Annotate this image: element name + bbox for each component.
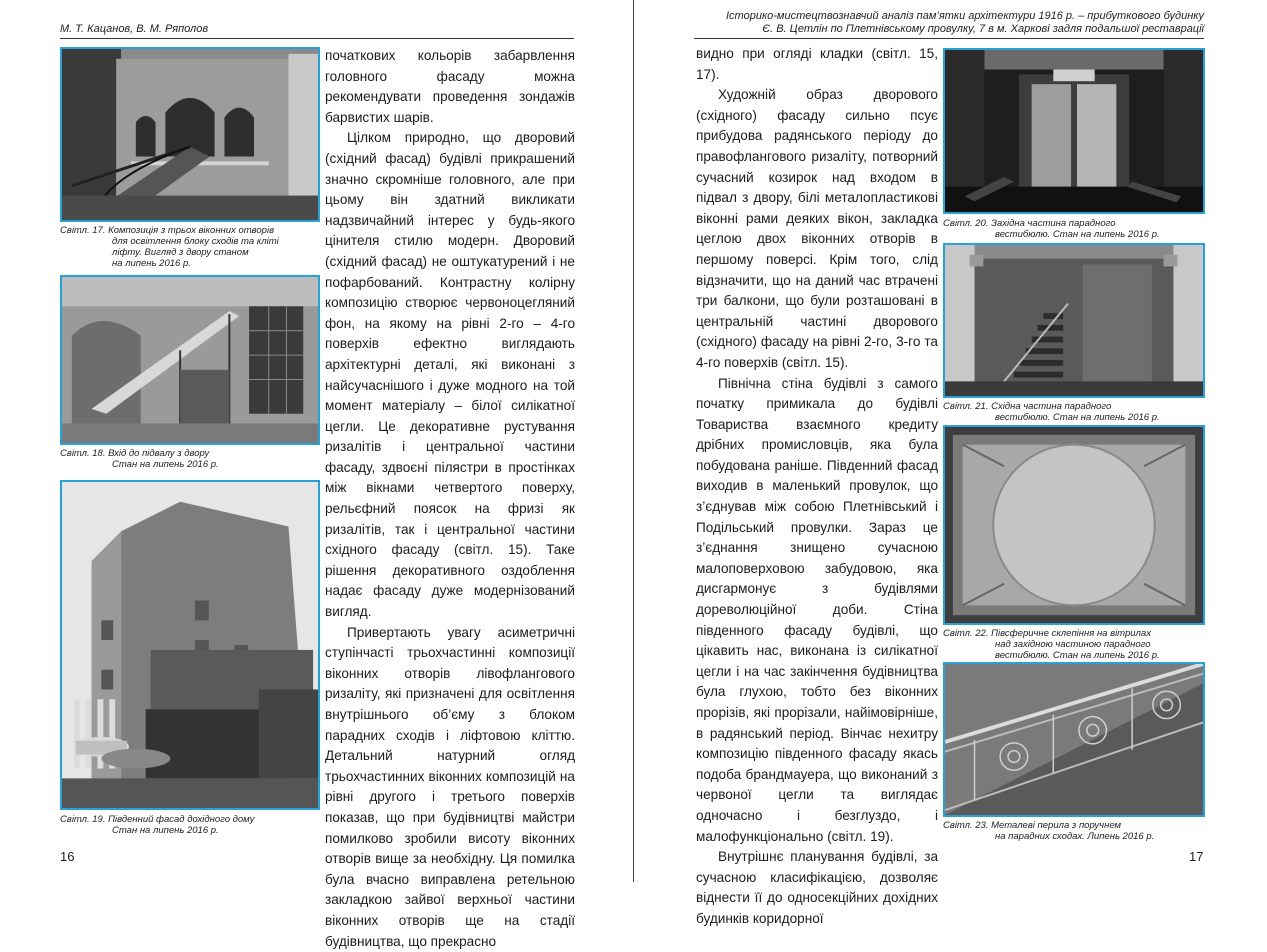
basement-entrance-image <box>62 277 318 443</box>
figure-18-caption <box>60 448 322 470</box>
right-header-line-2: Є. В. Цетлін по Плетнівському провулку, 7 в м. Харкові задля подальшої реставрації <box>762 23 1204 35</box>
figure-19-caption <box>60 814 322 836</box>
caption-line: Світл. 17. Композиція з трьох віконних отворів <box>60 225 275 236</box>
figure-22-caption <box>943 628 1207 661</box>
caption-line: на парадних сходах. Липень 2016 р. <box>995 831 1155 842</box>
page-number-right: 17 <box>1189 849 1204 864</box>
caption-line: Світл. 18. Вхід до підвалу з двору <box>60 448 210 459</box>
caption-line: над західною частиною парадного <box>995 639 1151 650</box>
caption-line: ліфту. Вигляд з двору станом <box>112 247 249 258</box>
figure-19-photo <box>60 480 320 810</box>
west-vestibule-image <box>945 50 1203 212</box>
caption-line: на липень 2016 р. <box>112 258 191 269</box>
right-header-rule <box>694 38 1204 39</box>
figure-21-caption <box>943 401 1207 423</box>
caption-line: Світл. 20. Західна частина парадного <box>943 218 1116 229</box>
paragraph: Привертають увагу асиметричні ступінчасті трьохчастинні композиції віконних отворів лівофлангового ризаліту, які призначені для освітлення внутрішнього об’єму з блоком парадних сходів і ліфтовою кліттю. Детальний натурний огляд трьохчастинних віконних композицій на рівні другого і третього поверхів показав, що при будівництві майстри помилково зробили висоту віконних отворів вище за необхідну. Ця помилка була вчасно виправлена ретельною закладкою зайвої верхньої частини віконних отворів ще на стадії будівництва, що прекрасно <box>325 624 575 949</box>
left-page-header: М. Т. Кацанов, В. М. Ряполов <box>60 23 209 35</box>
figure-23-photo <box>943 662 1205 817</box>
right-text-column <box>696 44 938 930</box>
figure-21-photo <box>943 243 1205 398</box>
caption-line: Світл. 19. Південний фасад дохідного дому <box>60 814 255 825</box>
figure-22-photo <box>943 425 1205 625</box>
paragraph: Внутрішнє планування будівлі, за сучасною класифікацією, дозволяє віднести її до односекційних дохідних будинків коридорної <box>696 849 938 926</box>
figure-17-caption <box>60 225 322 269</box>
right-header-line-1: Історико-мистецтвознавчий аналіз пам’ятки архітектури 1916 р. – прибуткового будинку <box>726 10 1204 22</box>
caption-line: Світл. 23. Металеві перила з поручнем <box>943 820 1122 831</box>
caption-line: Світл. 22. Півсферичне склепіння на вітрилах <box>943 628 1151 639</box>
paragraph: Цілком природно, що дворовий (східний фасад) будівлі прикрашений значно скромніше головного, але при цьому він здатний викликати надзвичайний інтерес у будь-якого цінителя стилю модерн. Дворовий (східний фасад) не оштукатурений і не пофарбований. Контрастну колірну композицію створює червоноцегляний фон, на якому на рівні 2-го – 4-го поверхів ефектно виглядають архітектурні деталі, які виконані з найсучаснішого і дуже модного на той момент матеріалу – білої силікатної цегли. Це декоративне рустування ризалітів і центральної частини фасаду, здвоєні пілястри в простінках між вікнами четвертого поверху, рельєфний поясок на фризі як ризалітів, так і центральної частини східного фасаду (світл. 15). Таке рішення декоративного оздоблення надає фасаду дуже модернізований вигляд. <box>325 130 575 620</box>
vault-image <box>945 427 1203 623</box>
paragraph: Художній образ дворового (східного) фасаду сильно псує прибудова радянського періоду до правофлангового ризаліту, потворний сучасний козирок над входом в підвал з двору, білі металопластикові віконні рами деяких вікон, закладка цеглою двох віконних отворів в першому поверсі. Крім того, слід відзначити, що на даний час втрачені три балкони, що були розташовані в центральній частині дворового (східного) фасаду на рівні 2-го, 3-го та 4-го поверхів (світл. 15). <box>696 87 938 370</box>
railing-image <box>945 664 1203 815</box>
left-text-column <box>325 46 575 952</box>
figure-23-caption <box>943 820 1207 842</box>
right-page <box>634 0 1267 926</box>
paragraph: видно при огляді кладки (світл. 15, 17). <box>696 46 938 82</box>
south-facade-image <box>62 482 318 808</box>
figure-20-caption <box>943 218 1207 240</box>
left-header-rule <box>60 38 574 39</box>
figure-17-photo <box>60 47 320 222</box>
caption-line: вестибюлю. Стан на липень 2016 р. <box>995 229 1160 240</box>
caption-line: вестибюлю. Стан на липень 2016 р. <box>995 650 1160 661</box>
caption-line: для освітлення блоку сходів та кліті <box>112 236 279 247</box>
figure-20-photo <box>943 48 1205 214</box>
east-vestibule-image <box>945 245 1203 396</box>
paragraph: Північна стіна будівлі з самого початку примикала до будівлі Товариства взаємного кредиту дрібних промисловців, яка була побудована раніше. Південний фасад виходив в маленький провулок, що з’єднував між собою Плетнівський і Подільський провулки. Зараз це з’єднання знищено сучасною малоповерховою забудовою, яка дисгармонує з будівлями дореволюційної доби. Стіна південного фасаду будівлі, що цікавить нас, виконана із силікатної цегли і на час закінчення будівництва була глухою, тобто без віконних прорізів, які прорізали, найімовірніше, в радянський період. Вінчає нехитру композицію південного фасаду якась подоба брандмауера, що виконаний з червоної цегли та виглядає одночасно і безглуздо, і малофункціонально (світл. 19). <box>696 375 938 844</box>
caption-line: Стан на липень 2016 р. <box>112 825 219 836</box>
courtyard-windows-image <box>62 49 318 220</box>
page-number-left: 16 <box>60 849 75 864</box>
left-page <box>0 0 634 949</box>
figure-18-photo <box>60 275 320 445</box>
paragraph: початкових кольорів забарвлення головного фасаду можна рекомендувати проведення зондажів барвистих шарів. <box>325 48 575 125</box>
caption-line: вестибюлю. Стан на липень 2016 р. <box>995 412 1160 423</box>
caption-line: Світл. 21. Східна частина парадного <box>943 401 1112 412</box>
caption-line: Стан на липень 2016 р. <box>112 459 219 470</box>
